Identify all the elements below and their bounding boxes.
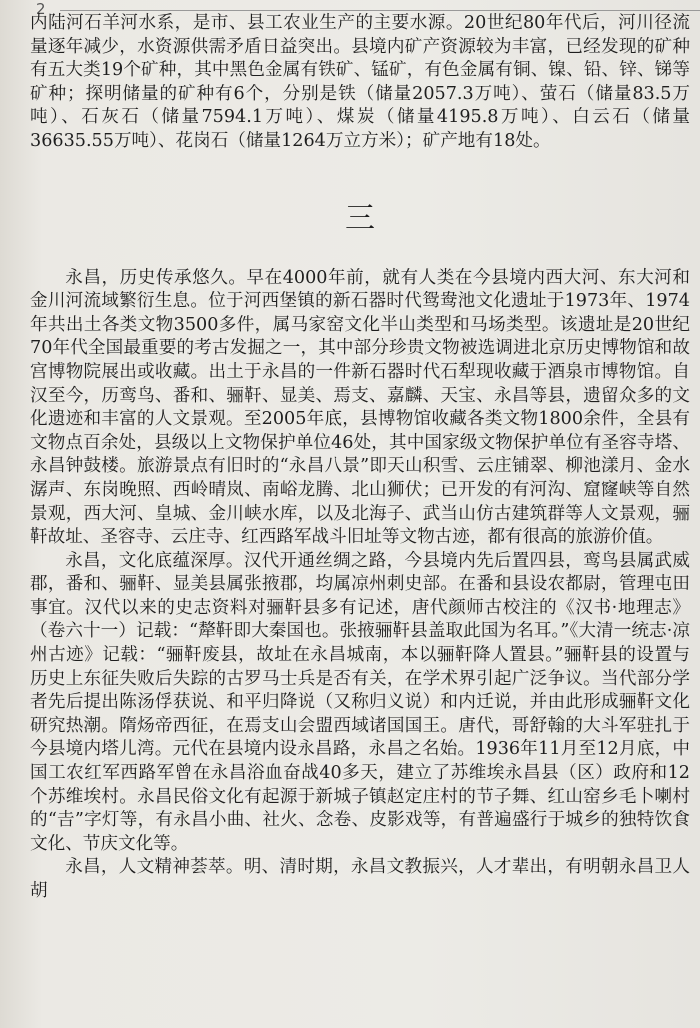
paragraph-people: 永昌，人文精神荟萃。明、清时期，永昌文教振兴，人才辈出，有明朝永昌卫人胡 xyxy=(30,857,690,901)
page-body xyxy=(30,12,690,904)
page-number: 2 xyxy=(36,0,46,18)
header-rule xyxy=(60,10,700,11)
paragraph-continued: 内陆河石羊河水系，是市、县工农业生产的主要水源。20世纪80年代后，河川径流量逐年减少，水资源供需矛盾日益突出。县境内矿产资源较为丰富，已经发现的矿种有五大类19个矿种，其中黑色金属有铁矿、锰矿，有色金属有铜、镍、铅、锌、锑等矿种；探明储量的矿种有6个，分别是铁（储量2057.3万吨）、萤石（储量83.5万吨）、石灰石（储量7594.1万吨）、煤炭（储量4195.8万吨）、白云石（储量36635.55万吨）、花岗石（储量1264万立方米）；矿产地有18处。 xyxy=(30,13,690,151)
paragraph-culture: 永昌，文化底蕴深厚。汉代开通丝绸之路，今县境内先后置四县，鸾鸟县属武威郡，番和、骊靬、显美县属张掖郡，均属凉州刺史部。在番和县设农都尉，管理屯田事宜。汉代以来的史志资料对骊靬县多有记述，唐代颜师古校注的《汉书·地理志》（卷六十一）记载：“犛靬即大秦国也。张掖骊靬县盖取此国为名耳。”《大清一统志·凉州古迹》记载：“骊靬废县，故址在永昌城南，本以骊靬降人置县。”骊靬县的设置与历史上东征失败后失踪的古罗马士兵是否有关，在学术界引起广泛争议。当代部分学者先后提出陈汤俘获说、和平归降说（又称归义说）和内迁说，并由此形成骊靬文化研究热潮。隋炀帝西征，在焉支山会盟西域诸国国王。唐代，哥舒翰的大斗军驻扎于今县境内塔儿湾。元代在县境内设永昌路，永昌之名始。1936年11月至12月底，中国工农红军西路军曾在永昌浴血奋战40多天，建立了苏维埃永昌县（区）政府和12个苏维埃村。永昌民俗文化有起源于新城子镇赵定庄村的节子舞、红山窑乡毛卜喇村的“𠮷”字灯等，有永昌小曲、社火、念卷、皮影戏等，有普遍盛行于城乡的独特饮食文化、节庆文化等。 xyxy=(30,550,690,854)
section-heading: 三 xyxy=(345,200,375,236)
paragraph-history: 永昌，历史传承悠久。早在4000年前，就有人类在今县境内西大河、东大河和金川河流域繁衍生息。位于河西堡镇的新石器时代鸳鸯池文化遗址于1973年、1974年共出土各类文物3500多件，属马家窑文化半山类型和马场类型。该遗址是20世纪70年代全国最重要的考古发掘之一，其中部分珍贵文物被选调进北京历史博物馆和故宫博物院展出或收藏。出土于永昌的一件新石器时代石犁现收藏于酒泉市博物馆。自汉至今，历鸾鸟、番和、骊靬、显美、焉支、嘉麟、天宝、永昌等县，遗留众多的文化遗迹和丰富的人文景观。至2005年底，县博物馆收藏各类文物1800余件，全县有文物点百余处，县级以上文物保护单位46处，其中国家级文物保护单位有圣容寺塔、永昌钟鼓楼。旅游景点有旧时的“永昌八景”即天山积雪、云庄铺翠、柳池漾月、金水潺声、东岗晚照、西岭晴岚、南峪龙腾、北山狮伏；已开发的有河沟、窟窿峡等自然景观，西大河、皇城、金川峡水库，以及北海子、武当山仿古建筑群等人文景观，骊靬故址、圣容寺、云庄寺、红西路军战斗旧址等文物古迹，都有很高的旅游价值。 xyxy=(30,267,690,548)
